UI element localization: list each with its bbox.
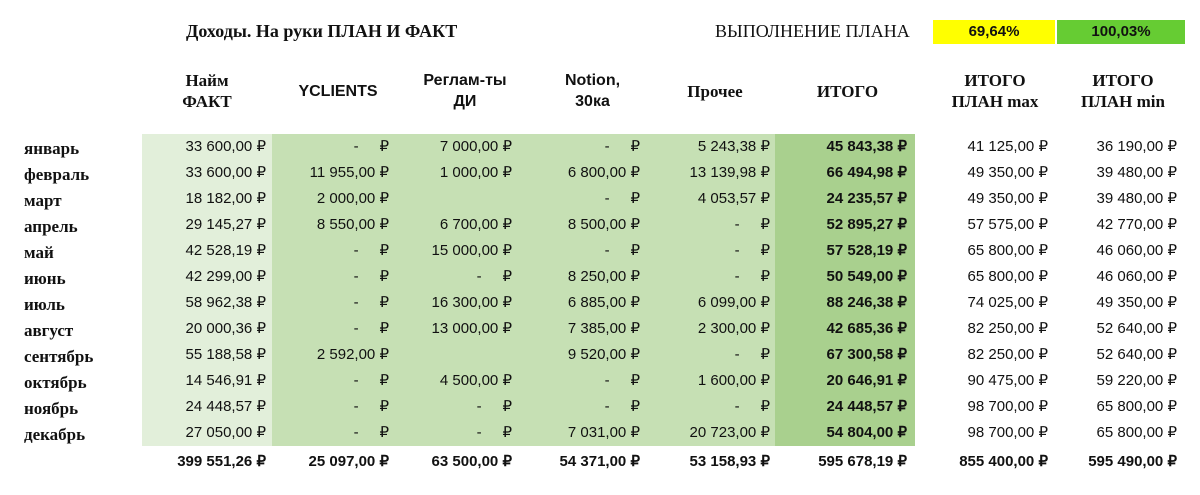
cell-plan_max: 98 700,00 ₽	[967, 424, 1048, 441]
total-itogo: 595 678,19 ₽	[818, 453, 907, 470]
cell-itogo: 42 685,36 ₽	[826, 320, 907, 337]
total-reglam: 63 500,00 ₽	[431, 453, 512, 470]
cell-prochee: - ₽	[734, 398, 770, 415]
column-header-prochee: Прочее	[687, 81, 743, 101]
cell-yclients: 8 550,00 ₽	[316, 216, 389, 233]
cell-naim: 18 182,00 ₽	[185, 190, 266, 207]
cell-yclients: - ₽	[353, 242, 389, 259]
row-month-label: август	[24, 321, 74, 340]
column-header-reglam: Реглам-ты ДИ	[423, 72, 507, 110]
cell-plan_max: 49 350,00 ₽	[967, 190, 1048, 207]
column-header-notion: Notion, 30ка	[564, 72, 621, 110]
cell-plan_max: 57 575,00 ₽	[967, 216, 1048, 233]
cell-naim: 42 528,19 ₽	[185, 242, 266, 259]
cell-reglam	[382, 342, 512, 368]
cell-prochee: - ₽	[734, 216, 770, 233]
cell-reglam: 1 000,00 ₽	[439, 164, 512, 181]
cell-plan_min: 42 770,00 ₽	[1096, 216, 1177, 233]
cell-prochee: - ₽	[734, 346, 770, 363]
column-header-plan_max: ИТОГО ПЛАН max	[951, 71, 1039, 111]
row-month-label: февраль	[24, 165, 90, 184]
total-plan_max: 855 400,00 ₽	[959, 453, 1048, 470]
cell-yclients: - ₽	[353, 294, 389, 311]
cell-yclients: - ₽	[353, 138, 389, 155]
cell-reglam: 4 500,00 ₽	[439, 372, 512, 389]
cell-prochee: 1 600,00 ₽	[697, 372, 770, 389]
cell-plan_max: 82 250,00 ₽	[967, 320, 1048, 337]
cell-yclients: - ₽	[353, 398, 389, 415]
cell-plan_min: 65 800,00 ₽	[1096, 424, 1177, 441]
cell-prochee: 5 243,38 ₽	[697, 138, 770, 155]
cell-itogo: 66 494,98 ₽	[826, 164, 907, 181]
column-header-itogo: ИТОГО	[816, 81, 879, 101]
cell-plan_max: 82 250,00 ₽	[967, 346, 1048, 363]
cell-itogo: 57 528,19 ₽	[826, 242, 907, 259]
cell-plan_min: 39 480,00 ₽	[1096, 190, 1177, 207]
cell-naim: 29 145,27 ₽	[185, 216, 266, 233]
cell-yclients: 11 955,00 ₽	[309, 164, 389, 181]
cell-plan_min: 46 060,00 ₽	[1096, 242, 1177, 259]
cell-itogo: 50 549,00 ₽	[826, 268, 907, 285]
cell-itogo: 54 804,00 ₽	[826, 424, 907, 441]
cell-prochee: 13 139,98 ₽	[689, 164, 770, 181]
row-month-label: июнь	[24, 269, 66, 288]
cell-plan_max: 98 700,00 ₽	[967, 398, 1048, 415]
total-prochee: 53 158,93 ₽	[689, 453, 770, 470]
cell-plan_min: 52 640,00 ₽	[1096, 346, 1177, 363]
cell-prochee: 4 053,57 ₽	[697, 190, 770, 207]
row-month-label: октябрь	[24, 373, 87, 392]
row-month-label: апрель	[24, 217, 78, 236]
cell-itogo: 52 895,27 ₽	[826, 216, 907, 233]
cell-plan_max: 65 800,00 ₽	[967, 268, 1048, 285]
cell-naim: 33 600,00 ₽	[185, 164, 266, 181]
cell-itogo: 67 300,58 ₽	[826, 346, 907, 363]
cell-itogo: 24 235,57 ₽	[826, 190, 907, 207]
cell-plan_max: 49 350,00 ₽	[967, 164, 1048, 181]
cell-notion: - ₽	[604, 372, 640, 389]
cell-yclients: - ₽	[353, 372, 389, 389]
cell-yclients: 2 592,00 ₽	[316, 346, 389, 363]
cell-yclients: - ₽	[353, 320, 389, 337]
cell-prochee: 20 723,00 ₽	[689, 424, 770, 441]
cell-notion: - ₽	[604, 190, 640, 207]
column-header-yclients: YCLIENTS	[298, 82, 378, 100]
cell-notion: - ₽	[604, 398, 640, 415]
row-month-label: март	[24, 191, 62, 210]
cell-plan_min: 39 480,00 ₽	[1096, 164, 1177, 181]
column-header-plan_min: ИТОГО ПЛАН min	[1081, 71, 1165, 111]
cell-reglam: 6 700,00 ₽	[439, 216, 512, 233]
cell-notion: 6 800,00 ₽	[567, 164, 640, 181]
total-naim: 399 551,26 ₽	[177, 453, 266, 470]
cell-notion: 6 885,00 ₽	[567, 294, 640, 311]
cell-notion: - ₽	[604, 138, 640, 155]
cell-reglam: 13 000,00 ₽	[431, 320, 512, 337]
row-month-label: июль	[24, 295, 65, 314]
cell-reglam: 7 000,00 ₽	[439, 138, 512, 155]
cell-prochee: 2 300,00 ₽	[697, 320, 770, 337]
cell-itogo: 88 246,38 ₽	[826, 294, 907, 311]
cell-prochee: - ₽	[734, 242, 770, 259]
cell-notion: 7 031,00 ₽	[567, 424, 640, 441]
cell-plan_min: 46 060,00 ₽	[1096, 268, 1177, 285]
cell-plan_max: 90 475,00 ₽	[967, 372, 1048, 389]
plan-min-percent-badge: 100,03%	[1057, 20, 1185, 44]
column-header-naim: Найм ФАКТ	[182, 71, 232, 111]
cell-itogo: 20 646,91 ₽	[826, 372, 907, 389]
cell-prochee: - ₽	[734, 268, 770, 285]
cell-plan_min: 49 350,00 ₽	[1096, 294, 1177, 311]
cell-plan_min: 36 190,00 ₽	[1096, 138, 1177, 155]
cell-notion: 8 250,00 ₽	[567, 268, 640, 285]
sheet-title: Доходы. На руки ПЛАН И ФАКТ	[186, 21, 458, 41]
cell-reglam: 15 000,00 ₽	[431, 242, 512, 259]
cell-naim: 27 050,00 ₽	[185, 424, 266, 441]
cell-yclients: - ₽	[353, 268, 389, 285]
cell-plan_max: 41 125,00 ₽	[967, 138, 1048, 155]
plan-completion-label: ВЫПОЛНЕНИЕ ПЛАНА	[715, 21, 910, 41]
cell-reglam: 16 300,00 ₽	[431, 294, 512, 311]
cell-itogo: 24 448,57 ₽	[826, 398, 907, 415]
cell-itogo: 45 843,38 ₽	[826, 138, 907, 155]
cell-reglam	[382, 186, 512, 212]
cell-naim: 42 299,00 ₽	[185, 268, 266, 285]
cell-naim: 55 188,58 ₽	[185, 346, 266, 363]
cell-prochee: 6 099,00 ₽	[697, 294, 770, 311]
row-month-label: сентябрь	[24, 347, 94, 366]
cell-plan_max: 74 025,00 ₽	[967, 294, 1048, 311]
row-month-label: май	[24, 243, 54, 262]
cell-plan_min: 59 220,00 ₽	[1096, 372, 1177, 389]
row-month-label: декабрь	[24, 425, 86, 444]
cell-notion: - ₽	[604, 242, 640, 259]
cell-notion: 9 520,00 ₽	[567, 346, 640, 363]
total-plan_min: 595 490,00 ₽	[1088, 453, 1177, 470]
cell-naim: 24 448,57 ₽	[185, 398, 266, 415]
cell-naim: 20 000,36 ₽	[185, 320, 266, 337]
cell-plan_min: 52 640,00 ₽	[1096, 320, 1177, 337]
cell-reglam: - ₽	[476, 398, 512, 415]
cell-reglam: - ₽	[476, 424, 512, 441]
row-month-label: январь	[24, 139, 80, 158]
cell-naim: 33 600,00 ₽	[185, 138, 266, 155]
cell-yclients: - ₽	[353, 424, 389, 441]
cell-notion: 7 385,00 ₽	[567, 320, 640, 337]
cell-reglam: - ₽	[476, 268, 512, 285]
plan-max-percent-badge: 69,64%	[933, 20, 1055, 44]
cell-naim: 14 546,91 ₽	[185, 372, 266, 389]
cell-naim: 58 962,38 ₽	[185, 294, 266, 311]
total-notion: 54 371,00 ₽	[559, 453, 640, 470]
cell-plan_min: 65 800,00 ₽	[1096, 398, 1177, 415]
cell-plan_max: 65 800,00 ₽	[967, 242, 1048, 259]
total-yclients: 25 097,00 ₽	[308, 453, 389, 470]
cell-notion: 8 500,00 ₽	[567, 216, 640, 233]
row-month-label: ноябрь	[24, 399, 79, 418]
cell-yclients: 2 000,00 ₽	[316, 190, 389, 207]
